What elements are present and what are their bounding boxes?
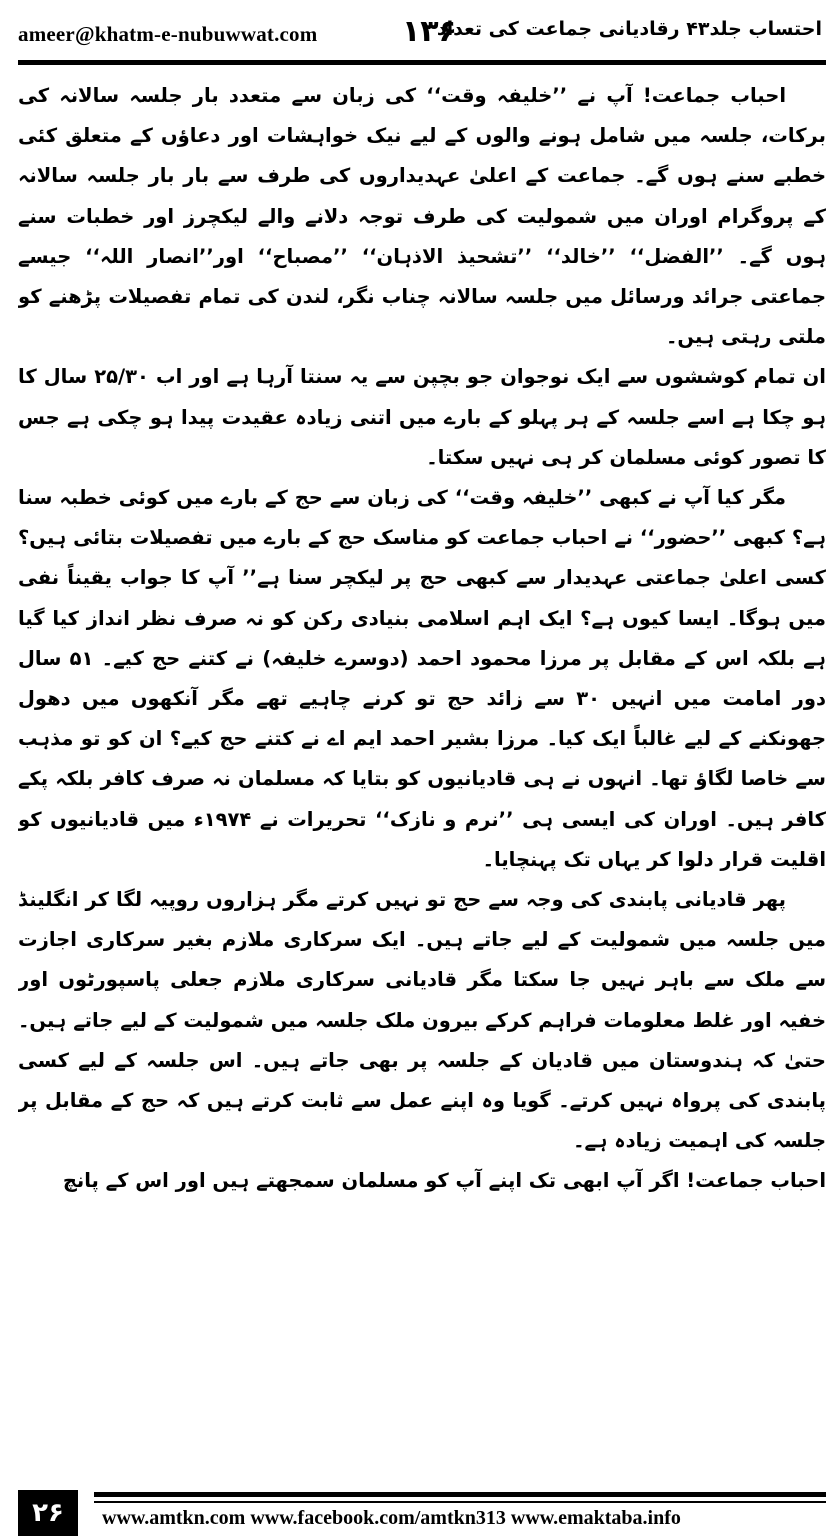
page-header (18, 14, 822, 54)
footer-page-number: ۲۶ (18, 1490, 78, 1536)
page-footer (18, 1490, 826, 1536)
paragraph-4: پھر قادیانی پابندی کی وجہ سے حج تو نہیں کرتے مگر ہزاروں روپیہ لگا کر انگلینڈ میں جلسہ میں شمولیت کے لیے جاتے ہیں۔ ایک سرکاری ملازم بغیر سرکاری اجازت سے ملک سے باہر نہیں جا سکتا مگر قادیانی سرکاری ملازم جعلی پاسپورٹوں اور خفیہ اور غلط معلومات فراہم کرکے بیرون ملک جلسہ میں شمولیت کے لیے جاتے ہیں۔ حتیٰ کہ ہندوستان میں قادیان کے جلسہ پر بھی جاتے ہیں۔ اس جلسہ کے لیے کسی پابندی کی پرواہ نہیں کرتے۔ گویا وہ اپنے عمل سے ثابت کرتے ہیں کہ حج کے مقابل پر جلسہ کی اہمیت زیادہ ہے۔ (18, 888, 826, 1153)
footer-rule-thick (94, 1492, 826, 1497)
header-rule (18, 60, 826, 65)
footer-rule-thin (94, 1501, 826, 1503)
paragraph-2: ان تمام کوششوں سے ایک نوجوان جو بچپن سے یہ سنتا آرہا ہے اور اب ۲۵/۳۰ سال کا ہو چکا ہے اسے جلسہ کے ہر پہلو کے بارے میں اتنی زیادہ عقیدت پیدا ہو چکی ہے جس کا تصور کوئی مسلمان کر ہی نہیں سکتا۔ (18, 365, 826, 469)
footer-links[interactable]: www.amtkn.com www.facebook.com/amtkn313 www.emaktaba.info (102, 1507, 681, 1529)
article-body (18, 76, 826, 1471)
header-page-number: ۱۳۶ (402, 14, 457, 49)
paragraph-5: احباب جماعت! اگر آپ ابھی تک اپنے آپ کو مسلمان سمجھتے ہیں اور اس کے پانچ (62, 1169, 826, 1193)
header-title: احتساب جلد۴۳ رقادیانی جماعت کی تعداد (436, 18, 822, 40)
paragraph-3: مگر کیا آپ نے کبھی ’’خلیفہ وقت‘‘ کی زبان سے حج کے بارے میں کوئی خطبہ سنا ہے؟ کبھی ’’حضور‘‘ نے احباب جماعت کو مناسک حج کے بارے میں تفصیلات بتائی ہیں؟ کسی اعلیٰ جماعتی عہدیدار سے کبھی حج پر لیکچر سنا ہے’’ آپ کا جواب یقیناً نفی میں ہوگا۔ ایسا کیوں ہے؟ ایک اہم اسلامی بنیادی رکن کو نہ صرف نظر انداز کیا گیا ہے بلکہ اس کے مقابل پر مرزا محمود احمد (دوسرے خلیفہ) نے کتنے حج کیے۔ ۵۱ سال دور امامت میں انہیں ۳۰ سے زائد حج تو کرنے چاہیے تھے مگر آنکھوں میں دھول جھونکنے کے لیے غالباً ایک کیا۔ مرزا بشیر احمد ایم اے نے کتنے حج کیے؟ ان کو تو مذہب سے خاصا لگاؤ تھا۔ انہوں نے ہی قادیانیوں کو بتایا کہ مسلمان نہ صرف کافر بلکہ پکے کافر ہیں۔ اوران کی ایسی ہی ’’نرم و نازک‘‘ تحریرات نے ۱۹۷۴ء میں قادیانیوں کو اقلیت قرار دلوا کر یہاں تک پہنچایا۔ (18, 486, 826, 871)
header-email: ameer@khatm-e-nubuwwat.com (18, 22, 318, 46)
paragraph-1: احباب جماعت! آپ نے ’’خلیفہ وقت‘‘ کی زبان سے متعدد بار جلسہ سالانہ کی برکات، جلسہ میں شامل ہونے والوں کے لیے نیک خواہشات اور دعاؤں کے متعلق کئی خطبے سنے ہوں گے۔ جماعت کے اعلیٰ عہدیداروں کی طرف سے بار بار جلسہ سالانہ کے پروگرام اوران میں شمولیت کی طرف توجہ دلانے والے لیکچرز اور خطبات سنے ہوں گے۔ ’’الفضل‘‘ ’’خالد‘‘ ’’تشحیذ الاذہان‘‘ ’’مصباح‘‘ اور’’انصار اللہ‘‘ جیسے جماعتی جرائد ورسائل میں جلسہ سالانہ چناب نگر، لندن کی تمام تفصیلات پڑھنے کو ملتی رہتی ہیں۔ (18, 84, 826, 349)
